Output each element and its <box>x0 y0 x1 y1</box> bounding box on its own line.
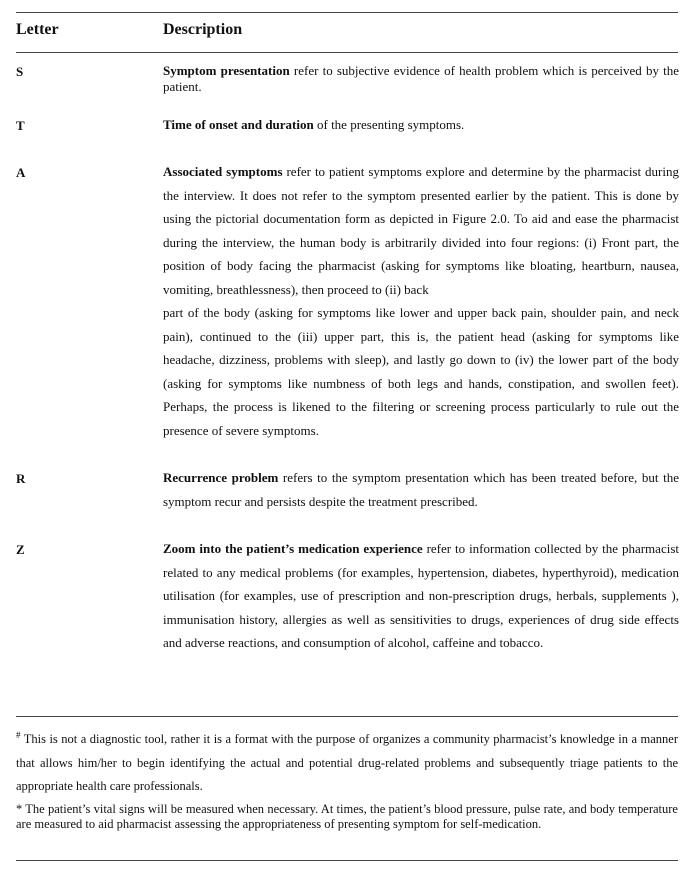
row-term-t: Time of onset and duration <box>163 117 314 132</box>
header-description: Description <box>163 21 243 38</box>
footnote-hash <box>16 724 678 799</box>
footnote-hash-mark: # <box>16 730 21 740</box>
row-text-z: refer to information collected by the pharmacist related to any medical problems (for examples, hypertension, diabetes, hyperthyroid), medication utilisation (for examples, use of prescription and non-prescription drugs, herbals, supplements ), immunisation history, allergies as well as sensitivities to drugs, experiences of drug side effects and adverse reactions, and consumption of alcohol, caffeine and tobacco. <box>163 541 679 650</box>
row-text-s: refer to subjective evidence of health problem which is perceived by the patient. <box>163 63 680 94</box>
row-letter-r: R <box>16 471 26 486</box>
row-description-t <box>163 117 679 133</box>
row-description-r <box>163 466 679 513</box>
row-term-s: Symptom presentation <box>163 63 290 78</box>
row-letter-s: S <box>16 64 24 79</box>
table-top-rule <box>16 12 678 13</box>
row-text-a: refer to patient symptoms explore and determine by the pharmacist during the interview. It does not refer to the symptom presented earlier by the patient. This is done by using the pictorial documentation form as depicted in Figure 2.0. To aid and ease the pharmacist during the interview, the human body is arbitrarily divided into four regions: (i) Front part, the position of body facing the pharmacist (asking for symptoms like bloating, heartburn, nausea, vomiting, breathlessness), then proceed to (ii) back <box>163 164 679 297</box>
header-rule <box>16 52 678 53</box>
footnote-hash-text: This is not a diagnostic tool, rather it is a format with the purpose of organizes a community pharmacist’s knowledge in a manner that allows him/her to begin identifying the actual and potential drug-related problems and subsequently triage patients to the appropriate health care professionals. <box>16 732 678 794</box>
row-text-r: refers to the symptom presentation which has been treated before, but the symptom recur and persists despite the treatment prescribed. <box>163 470 679 509</box>
header-letter: Letter <box>16 21 59 38</box>
row-description-a <box>163 160 679 442</box>
row-letter-t: T <box>16 118 25 133</box>
footnote-top-rule <box>16 716 678 717</box>
row-description-s <box>163 63 679 95</box>
row-term-z: Zoom into the patient’s medication experience <box>163 541 423 556</box>
row-letter-z: Z <box>16 542 25 557</box>
row-text-a-continued: part of the body (asking for symptoms like lower and upper back pain, shoulder pain, and neck pain), continued to the (iii) upper part, this is, the patient head (asking for symptoms like headache, dizziness, problems with sleep), and lastly go down to (iv) the lower part of the body (asking for symptoms like numbness of both legs and hands, constipation, and swollen feet). Perhaps, the process is likened to the filtering or screening process particularly to rule out the presence of severe symptoms. <box>163 305 679 438</box>
footnote-bottom-rule <box>16 860 678 861</box>
row-text-t: of the presenting symptoms. <box>313 117 465 132</box>
row-letter-a: A <box>16 165 26 180</box>
row-term-a: Associated symptoms <box>163 164 283 179</box>
footnote-asterisk: * The patient’s vital signs will be measured when necessary. At times, the patient’s blood pressure, pulse rate, and body temperature are measured to aid pharmacist assessing the appropriateness of presenting symptom for self-medication. <box>16 802 678 831</box>
row-description-z <box>163 537 679 655</box>
row-term-r: Recurrence problem <box>163 470 279 485</box>
